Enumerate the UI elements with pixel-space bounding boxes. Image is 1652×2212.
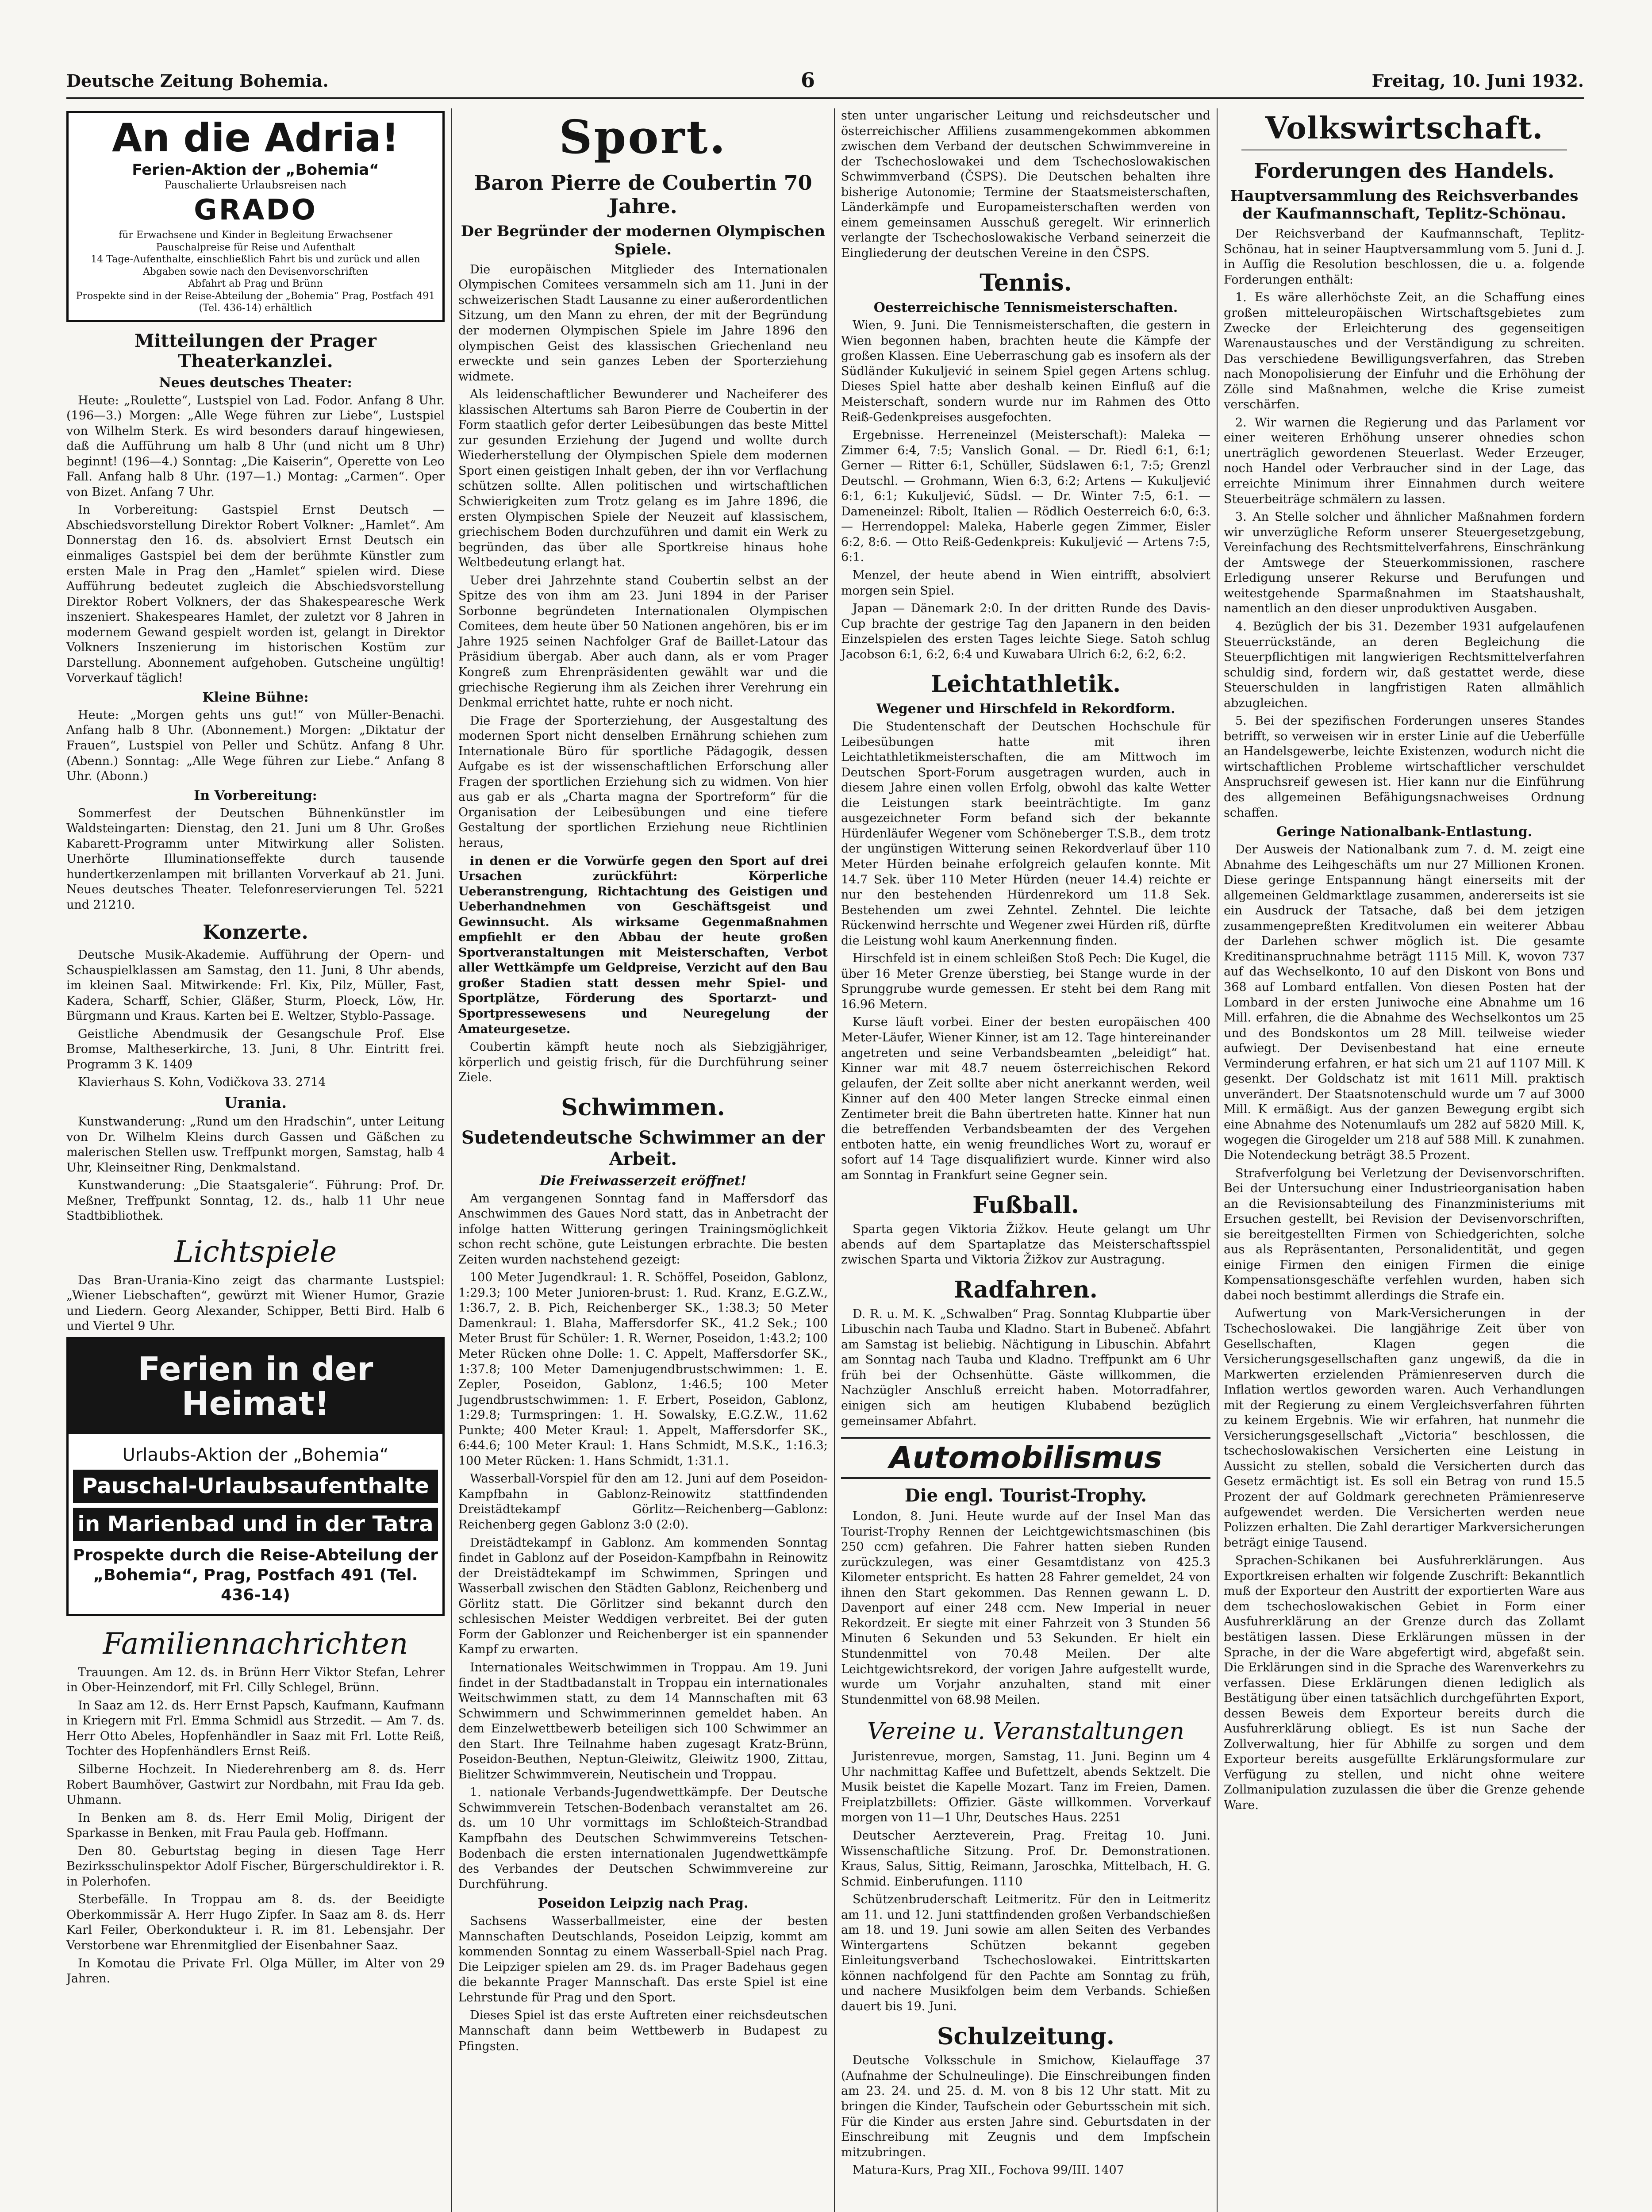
volkswirtschaft-heading: Volkswirtschaft. [1265,111,1544,146]
tennis-text-4: Japan — Dänemark 2:0. In der dritten Runde des Davis-Cup brachte der gestrige Tag den Japanern in den beiden Einzelspielen des ersten Tages leichte Siege. Satoh schlug Jacobson 6:1, 6:2, 6:4 und Kuwabara Ulrich 6:2, 6:2, 6:2. [841,602,1210,661]
schwimmen-heading: Schwimmen. [561,1094,725,1121]
vereine-text-3: Schützenbruderschaft Leitmeritz. Für den in Leitmeritz am 11. und 12. Juni stattfindenden großen Verbandschießen am 18. und 19. Juni sowie am allen Seiten des Verbandes Wintergartens Schützen bekannt gegeben Einleitungsverband Tschechoslowakei. Eintrittskarten können nachfolgend für den Pachte am Sonntag zu früh, und nachere Musikfolgen beim dem Verbands. Schießen dauert bis 19. Juni. [841,1893,1210,2013]
forderungen-text-6: 5. Bei der spezifischen Forderungen unseres Standes betrifft, so verweisen wir in erster Linie auf die Ueberfülle an Handelsgewerbe, leichte Existenzen, wodurch nicht die wirtschaftlichen Probleme wirtschaftlicher verschuldet Anspruchsreif gewesen ist. Hier kann nur die Einführung des allgemeinen Befähigungsnachweises Ordnung schaffen. [1224,714,1585,820]
sudeten-text-1: Am vergangenen Sonntag fand in Maffersdorf das Anschwimmen des Gaues Nord statt, das in Anbetracht der infolge hatten Witterung geringen Trainingsmöglichkeit schon recht schöne, gute Leistungen erbrachte. Die besten Zeiten wurden nachstehend gezeigt: [458,1191,828,1267]
dreistaedte-text: Dreistädtekampf in Gablonz. Am kommenden Sonntag findet in Gablonz auf der Poseidon-Kampfbahn in Reinowitz der Dreistädtekampf im Schwimmen, Springen und Wasserball zwischen den Städten Gablonz, Reichenberg und Görlitz statt. Die Görlitzer sind bekannt durch den schlesischen Meister Weddigen verbreitet. Bei der guten Form der Gablonzer und Reichenberger ist ein spannender Kampf zu erwarten. [458,1536,828,1657]
familie-text-3: Silberne Hochzeit. In Niederehrenberg am 8. ds. Herr Robert Baumhöver, Gastwirt zur Nordbahn, mit Frau Ida geb. Uhmann. [66,1763,445,1807]
forderungen-text-5: 4. Bezüglich der bis 31. Dezember 1931 aufgelaufenen Steuerrückstände, an deren Begleichung die Steuerpflichtigen mit langwierigen Rechtsmittelverfahren schuldig sind, fordern wir, daß gestattet werde, diese Steuerschulden in langfristigen Raten allmählich abzugleichen. [1224,619,1585,710]
ferien-ad-pill2: in Marienbad und in der Tatra [73,1508,438,1541]
theater-text-2: In Vorbereitung: Gastspiel Ernst Deutsch — Abschiedsvorstellung Direktor Robert Volkner: „Hamlet“. Am Donnerstag den 16. ds. absolviert Ernst Deutsch ein einmaliges Gastspiel bei dem der berühmte Künstler zum ersten Male in Prag den „Hamlet“ spielen wird. Diese Aufführung bedeutet zugleich die Abschiedsvorstellung Direktor Robert Volkners, der das Shakespearesche Werk inszeniert. Shakespeares Hamlet, der zuletzt vor 8 Jahren in modernem Gewand gespielt worden ist, gelangt in Direktor Volkners Inszenierung im historischen Kostüm zur Darstellung. Abonnement aufgehoben. Gutscheine ungültig! Vorverkauf täglich! [66,503,445,685]
adria-ad-grado: GRADO [194,194,317,227]
aufwertung-text: Aufwertung von Mark-Versicherungen in der Tschechoslowakei. Die langjährige Zeit über von Gesellschaften, Klagen gegen die Versicherungsgesellschaften ganz ungewiß, da die in Markwerten erzielenden Prämienreserven durch die Inflation wertlos geworden waren. Auch Verhandlungen mit der Regierung zu einem Vergleichsverfahren führten zu keinem Ergebnis. Wie wir erfahren, hat nunmehr die Versicherungsgesellschaft „Victoria“ beschlossen, die tschechoslowakischen Versicherten eine Leistung in Aussicht zu stellen, sobald die Versicherten durch das Gesetz ermächtigt ist. Es soll ein Betrag von rund 15.5 Prozent der auf Goldmark gerechneten Prämienreserve aufgewendet werden. Die Versicherten werden neue Polizzen erhalten. Die Zahl derartiger Markversicherungen beträgt einige Tausend. [1224,1306,1585,1550]
forderungen-heading: Forderungen des Handels. [1254,158,1555,183]
poseidon-subheading: Poseidon Leipzig nach Prag. [538,1896,749,1912]
urania-text-2: Kunstwanderung: „Die Staatsgalerie“. Führung: Prof. Dr. Meßner, Treffpunkt Sonntag, 12. ds., halb 11 Uhr neue Stadtbibliothek. [66,1179,445,1223]
theater-heading: Mitteilungen der Prager Theaterkanzlei. [134,330,377,372]
adria-ad-line2: Pauschalpreise für Reise und Aufenthalt [156,242,355,253]
familie-text-2: In Saaz am 12. ds. Herr Ernst Papsch, Kaufmann, Kaufmann in Kriegern mit Frl. Emma Schmidl aus Strzedit. — Am 7. ds. Herr Otto Abeles, Hopfenhändler in Saaz mit Frl. Lotte Reiß, Tochter des Hopfenhändlers Ernst Reiß. [66,1698,445,1759]
radfahren-heading: Radfahren. [954,1276,1098,1303]
tourist-trophy-subheading: Die engl. Tourist-Trophy. [904,1485,1147,1506]
adria-ad-title: An die Adria! [111,115,400,161]
konzerte-heading: Konzerte. [203,921,308,944]
schulzeitung-heading: Schulzeitung. [937,2023,1115,2050]
sudeten-heading: Sudetendeutsche Schwimmer an der Arbeit. [461,1127,825,1169]
konzerte-text-2: Geistliche Abendmusik der Gesangschule Prof. Else Bromse, Maltheserkirche, 13. Juni, 8 Uhr. Eintritt frei. Programm 3 K. 1409 [66,1027,445,1071]
ferien-ad-line2: Prospekte durch die Reise-Abteilung der „Bohemia“, Prag, Postfach 491 (Tel. 436-14) [73,1546,438,1604]
coubertin-text-5: in denen er die Vorwürfe gegen den Sport auf drei Ursachen zurückführt: Körperliche Ueberanstrengung, Richtachtung des Geistigen und Ueberhandnehmen von Geschäftsgeist und Gewinnsucht. Als wirksame Gegenmaßnahmen empfiehlt er den Abbau der heute großen Sportveranstaltungen mit Meisterschaften, Verbot aller Wettkämpfe um Geldpreise, Verzicht auf den Bau großer Stadien statt dessen mehr Spiel- und Sportplätze, Förderung des Sportarzt- und Sportpressewesens und Neuregelung der Amateurgesetze. [458,854,828,1036]
sport-heading: Sport. [559,110,727,164]
theater-text-1: Heute: „Roulette“, Lustspiel von Lad. Fodor. Anfang 8 Uhr. (196—3.) Morgen: „Alle Wege führen zur Liebe“, Lustspiel von Wilhelm Sterk. Es wird besonders darauf hingewiesen, daß die Aufführung um halb 8 Uhr (und nicht um 8 Uhr) beginnt! (196—4.) Sonntag: „Die Kaiserin“, Operette von Leo Fall. Anfang halb 8 Uhr. (197—1.) Montag: „Carmen“. Oper von Bizet. Anfang 7 Uhr. [66,393,445,499]
tennis-subheading: Oesterreichische Tennismeisterschaften. [873,300,1178,316]
coubertin-text-2: Als leidenschaftlicher Bewunderer und Nacheiferer des klassischen Altertums sah Baron Pierre de Coubertin in der Form staatlich gefor derter Leibesübungen das beste Mittel zur gesunden Erziehung der Jugend und wollte durch Wiederherstellung der Olympischen Spiele dem modernen Sport einen geistigen Inhalt geben, der ihn vor Verflachung schützen sollte. Allen politischen und wirtschaftlichen Schwierigkeiten zum Trotz gelang es im Jahre 1896, die ersten Olympischen Spiele der Neuzeit auf klassischem, griechischem Boden durchzuführen und damit ein Werk zu begründen, das über alle Sportkreise hinaus hohe Weltbedeutung erlangt hat. [458,388,828,570]
column-4 [1217,108,1591,2212]
coubertin-text-3: Ueber drei Jahrzehnte stand Coubertin selbst an der Spitze des von ihm am 23. Juni 1894 in der Pariser Sorbonne begründeten Internationalen Olympischen Comitees, dem heute über 50 Nationen angehören, bis er im Jahre 1925 seinen Nachfolger Graf de Baillet-Latour das Präsidium übergab. Aber auch dann, als er vom Prager Kongreß zum Ehrenpräsidenten gewählt war und die griechische Regierung ihm als Zeichen ihrer Verehrung ein Denkmal errichtet hatte, ruhte er noch nicht. [458,573,828,710]
coubertin-text-4: Die Frage der Sporterziehung, der Ausgestaltung des modernen Sport nicht denselben Ernährung schiehen zum Internationale Büro für sportliche Pädagogik, dessen Aufgabe es ist der wissenschaftlichen Erforschung aller Fragen der sportlichen Erziehung sich zu widmen. Von hier aus gab er als „Charta magna der Sportreform“ für die Organisation der Leibesübungen und eine tiefere Gestaltung der sportlichen Erziehung neue Richtlinien heraus, [458,714,828,850]
running-header [66,66,1584,99]
radfahren-text: D. R. u. M. K. „Schwalben“ Prag. Sonntag Klubpartie über Libuschin nach Tauba und Kladno. Start in Bubeneč. Abfahrt am Samstag ist beliebig. Nächtigung in Libuschin. Abfahrt am Sonntag nach Tauba und Kladno. Treffpunkt am 6 Uhr früh bei der Ochsenhütte. Gäste willkommen, die Nachzügler Anschluß erreicht haben. Motorradfahrer, einigen sich am heutigen Klubabend bezüglich gemeinsamer Abfahrt. [841,1307,1210,1428]
column-2 [451,108,834,2212]
familie-text-7: In Komotau die Private Frl. Olga Müller, im Alter von 29 Jahren. [66,1956,445,1986]
kleine-buehne-text: Heute: „Morgen gehts uns gut!“ von Müller-Benachi. Anfang halb 8 Uhr. (Abonnement.) Morgen: „Diktatur der Frauen“, Lustspiel von Peller und Schütz. Anfang 8 Uhr. (Abenn.) Sonntag: „Alle Wege führen zur Liebe.“ Anfang 8 Uhr. (Abonn.) [66,708,445,783]
fussball-heading: Fußball. [972,1191,1079,1219]
coubertin-text-1: Die europäischen Mitglieder des Internationalen Olympischen Comitees versammeln sich am 11. Juni in der schweizerischen Stadt Lausanne zu einer außerordentlichen Sitzung, um den Mann zu ehren, der mit der Begründung der modernen Olympischen Spiele im Jahre 1896 den olympischen Geist des klassischen Griechenland neu erweckte und sein ganzes Leben der Sporterziehung widmete. [458,262,828,384]
sudeten-subheading: Die Freiwasserzeit eröffnet! [539,1173,747,1189]
jugendwettkaempfe-text: 1. nationale Verbands-Jugendwettkämpfe. Der Deutsche Schwimmverein Tetschen-Bodenbach veranstaltet am 26. ds. um 10 Uhr vormittags im Schloßteich-Strandbad Kampfbahn des Deutschen Schwimmvereins Tetschen-Bodenbach die ersten internationalen Jugendwettkämpfe des Verbandes der Deutschen Schwimmvereine zur Durchführung. [458,1786,828,1891]
familie-text-1: Trauungen. Am 12. ds. in Brünn Herr Viktor Stefan, Lehrer in Ober-Heinzendorf, mit Frl. Cilly Schlegel, Brünn. [66,1665,445,1695]
leichtathletik-heading: Leichtathletik. [930,671,1121,698]
column-3 [834,108,1217,2212]
nationalbank-subheading: Geringe Nationalbank-Entlastung. [1276,824,1533,840]
konzerte-text-1: Deutsche Musik-Akademie. Aufführung der Opern- und Schauspielklassen am Samstag, den 11. Juni, 8 Uhr abends, im kleinen Saal. Mitwirkende: Frl. Kix, Pilz, Müller, Fast, Kadera, Scharff, Schier, Gläßer, Sturm, Ploeck, Löw, Hr. Bürgmann und Kraus. Karten bei E. Weltzer, Styblo-Passage. [66,948,445,1023]
tennis-heading: Tennis. [980,269,1072,297]
poseidon-text-2: Dieses Spiel ist das erste Auftreten einer reichsdeutschen Mannschaft dann beim Wettbewerb in Budapest zu Pfingsten. [458,2008,828,2053]
tennis-text-3: Menzel, der heute abend in Wien eintrifft, absolviert morgen sein Spiel. [841,568,1210,598]
coubertin-text-6: Coubertin kämpft heute noch als Siebzigjähriger, körperlich und geistig frisch, für die Durchführung seiner Ziele. [458,1040,828,1085]
forderungen-text-1: Der Reichsverband der Kaufmannschaft, Teplitz-Schönau, hat in seiner Hauptversammlung vom 5. Juni d. J. in Auſſig die Resolution beschlossen, die u. a. folgende Forderungen enthält: [1224,227,1585,287]
familie-text-4: In Benken am 8. ds. Herr Emil Molig, Dirigent der Sparkasse in Benken, mit Frau Paula geb. Hoffmann. [66,1811,445,1840]
adria-ad-line4: Abfahrt ab Prag und Brünn [188,278,323,289]
vereine-heading: Vereine u. Veranstaltungen [867,1718,1184,1745]
lichtspiele-text: Das Bran-Urania-Kino zeigt das charmante Lustspiel: „Wiener Liebschaften“, gewürzt mit Wiener Humor, Grazie und Liedern. Georg Alexander, Schipper, Betti Bird. Halb 6 und Viertel 9 Uhr. [66,1273,445,1333]
adria-ad-line1: für Erwachsene und Kinder in Begleitung Erwachsener [119,230,392,241]
adria-ad-line5: Prospekte sind in der Reise-Abteilung der „Bohemia“ Prag, Postfach 491 (Tel. 436-14) erhältlich [76,290,435,314]
adria-ad-sub2: Pauschalierte Urlaubsreisen nach [164,179,347,191]
automobil-text: London, 8. Juni. Heute wurde auf der Insel Man das Tourist-Trophy Rennen der Leichtgewichtsmaschinen (bis 250 ccm) gefahren. Die Fahrer hatten sieben Runden zurückzulegen, was einer Gesamtdistanz von 425.3 Kilometer entspricht. Es hatten 28 Fahrer gemeldet, 24 von ihnen den Start gekommen. Das Rennen gewann L. D. Davenport auf einer 248 ccm. New Imperial in neuer Rekordzeit. Er siegte mit einer Fahrzeit von 3 Stunden 56 Minuten 6 Sekunden und 53 Sekunden. Er hielt ein Stundenmittel von 70.48 Meilen. Der alte Leichtgewichtsrekord, der vorigen Jahre aufgestellt wurde, wurde um Vorjahr anzuhalten, stand mit einer Stundenmittel von 68.98 Meilen. [841,1509,1210,1707]
schulzeitung-text-1: Deutsche Volksschule in Smichow, Kielauffage 37 (Aufnahme der Schulneulinge). Die Einschreibungen finden am 23. 24. und 25. d. M. von 8 bis 12 Uhr statt. Mit zu bringen die Kinder, Taufschein oder Geburtsschein mit sich. Für die Kinder aus ersten Jahre sind. Geburtsdaten in der Einschreibung mit Zeugnis und dem Impfschein mitzubringen. [841,2054,1210,2159]
sudeten-text-3: Wasserball-Vorspiel für den am 12. Juni auf dem Poseidon-Kampfbahn in Gablonz-Reinowitz stattfindenden Dreistädtekampf Görlitz—Reichenberg—Gablonz: Reichenberg gegen Gablonz 3:0 (2:0). [458,1472,828,1532]
sudeten-text-2: 100 Meter Jugendkraul: 1. R. Schöffel, Poseidon, Gablonz, 1:29.3; 100 Meter Junioren-brust: 1. Rud. Kranz, E.G.Z.W., 1:36.7, 2. B. Pich, Reichenberger SK., 1:38.3; 50 Meter Damenkraul: 1. Blaha, Maffersdorfer SK., 41.2 Sek.; 100 Meter Brust für Schüler: 1. R. Werner, Poseidon, 1:43.2; 100 Meter Rücken ohne Dolle: 1. C. Appelt, Maffersdorfer SK., 1:37.8; 100 Meter Damenjugendbrustschwimmen: 1. E. Zepler, Poseidon, Gablonz, 1:46.5; 100 Meter Jugendbrustschwimmen: 1. F. Erbert, Poseidon, Gablonz, 1:29.8; Turmspringen: 1. H. Sowalsky, E.G.Z.W., 11.62 Punkte; 400 Meter Kraul: 1. Appelt, Maffersdorfer SK., 6:44.6; 100 Meter Kraul: 1. Hans Schmidt, M.S.K., 1:16.3; 100 Meter Rücken: 1. Hans Schmidt, 1:31.1. [458,1271,828,1468]
ferien-advertisement[interactable] [66,1337,445,1616]
adria-ad-line3: 14 Tage-Aufenthalte, einschließlich Fahrt bis und zurück und allen Abgaben sowie nach den Devisenvorschriften [91,254,420,277]
devisen-text: Strafverfolgung bei Verletzung der Devisenvorschriften. Bei der Untersuchung einer Industrieorganisation haben an die Revisionsabteilung des Finanzministeriums mit Ersuchen gestellt, bei Revision der Devisenvorschriften, sie bereitgestellten Firmen von Schiedgerichten, solche aus als Repräsentanten, Personalidentität, und gegen einige Firmen den einigen Firmen die einige Kompensationsgeschäfte verfehlen wurden, haben sich dabei noch bestimmt allerdings die Strafe ein. [1224,1166,1585,1302]
adria-advertisement[interactable] [66,111,445,322]
lichtspiele-heading: Lichtspiele [174,1234,337,1269]
fussball-text: Sparta gegen Viktoria Žižkov. Heute gelangt um Uhr abends auf dem Spartaplatze das Meisterschaftsspiel zwischen Sparta und Viktoria Žižkov zur Austragung. [841,1222,1210,1267]
forderungen-subheading: Hauptversammlung des Reichsverbandes der Kaufmannschaft, Teplitz-Schönau. [1230,187,1579,223]
familie-text-5: Den 80. Geburtstag beging in diesen Tage Herr Bezirksschulinspektor Adolf Fischer, Bürgerschuldirektor i. R. in Polerhofen. [66,1844,445,1889]
poseidon-text-1: Sachsens Wasserballmeister, eine der besten Mannschaften Deutschlands, Poseidon Leipzig, kommt am kommenden Sonntag zu einem Wasserball-Spiel nach Prag. Die Leipziger spielen am 29. ds. im Prager Badehaus gegen die bekannte Prager Mannschaft. Das erste Spiel ist eine Lehrstunde für Prag und den Sport. [458,1914,828,2005]
column3-top-text: sten unter ungarischer Leitung und reichsdeutscher und österreichischer Affiliens zusammengekommen abkommen zwischen dem Verband der deutschen Schwimmvereine in der Tschechoslowakei und dem Tschechoslowakischen Schwimmverband (ČSPS). Die Deutschen behalten ihre bisherige Autonomie; Termine der Staatsmeisterschaften, Länderkämpfe und Europameisterschaften werden von einem gemeinsamen Ausschuß geregelt. Wir erinnerlich verlangte der Tschechoslowakische Verband seinerzeit die Eingliederung der deutschen Vereine in den ČSPS. [841,109,1210,260]
familiennachrichten-heading: Familiennachrichten [103,1626,408,1661]
nationalbank-text: Der Ausweis der Nationalbank zum 7. d. M. zeigt eine Abnahme des Leihgeschäfts um nur 27 Millionen Kronen. Diese geringe Entspannung hängt einerseits mit der allgemeinen Geldmarktlage zusammen, andererseits ist sie ein Ausdruck der Tatsache, daß bei dem jetzigen zusammengepreßten Kreditvolumen ein weiterer Abbau der Darlehen schwer möglich ist. Die gesamte Kreditinanspruchnahme beträgt 1115 Mill. K, wovon 737 auf das Wechselkonto, 10 auf den Diskont von Bons und 368 auf Lombard entfallen. Von diesen Posten hat der Lombard in der ersten Juniwoche eine Abnahme um 16 Mill. erfahren, die die Abnahme des Wechselkontos um 25 und des Bondskontos um 28 Mill. teilweise wieder aufwiegt. Der Devisenbestand hat eine erneute Verminderung erfahren, er hat sich um 21 auf 1107 Mill. K gesenkt. Der Goldschatz ist mit 1611 Mill. praktisch unverändert. Der Staatsnotenschuld wurde um 7 auf 3000 Mill. K ermäßigt. Aus der ganzen Bewegung ergibt sich eine Abnahme des Notenumlaufs um 282 auf 5820 Mill. K, wogegen die Girogelder um 218 auf 588 Mill. K zunahmen. Die Notendeckung beträgt 38.5 Prozent. [1224,843,1585,1162]
familie-text-6: Sterbefälle. In Troppau am 8. ds. der Beeidigte Oberkommissär A. Herr Hugo Zipfer. In Saaz am 8. ds. Herr Karl Feiler, Oberkondukteur i. R. im 81. Lebensjahr. Der Verstorbene war Ehrenmitglied der Eisenbahner Saaz. [66,1893,445,1953]
vereine-text-1: Juristenrevue, morgen, Samstag, 11. Juni. Beginn um 4 Uhr nachmittag Kaffee und Bufettzelt, abends Sektzelt. Die Musik beistet die Kapelle Mozart. Tanz im Freien, Damen. Freiplatzbillets: Offizier. Gäste willkommen. Vorverkauf morgen von 11—1 Uhr, Deutsches Haus. 2251 [841,1750,1210,1825]
coubertin-heading: Baron Pierre de Coubertin 70 Jahre. [474,171,812,219]
adria-ad-sub1: Ferien-Aktion der „Bohemia“ [132,161,379,179]
weitschwimmen-text: Internationales Weitschwimmen in Troppau. Am 19. Juni findet in der Stadtbadanstalt in Troppau ein internationales Weitschwimmen statt, zu dem 14 Mannschaften mit 63 Schwimmern und Schwimmerinnen gemeldet haben. An dem Einzelwettbewerb beteiligen sich 100 Schwimmer an den Start. Ihre Teilnahme haben zugesagt Kratz-Brünn, Poseidon-Beuthen, Neptun-Gleiwitz, Gleiwitz 1900, Zittau, Bielitzer Schwimmverein, Neutischein und Troppau. [458,1660,828,1782]
forderungen-text-2: 1. Es wäre allerhöchste Zeit, an die Schaffung eines großen mitteleuropäischen Wirtschaftsgebietes zum Zwecke der Erleichterung des gegenseitigen Warenaustausches und der Verständigung zu schreiten. Das verschiedene Bewilligungsverfahren, das Streben nach Monopolisierung der Einfuhr und die Erhöhung der Zölle sind Maßnahmen, welche die Krise zumeist verschärfen. [1224,291,1585,412]
ferien-ad-line1: Urlaubs-Aktion der „Bohemia“ [122,1445,389,1466]
forderungen-text-4: 3. An Stelle solcher und ähnlicher Maßnahmen fordern wir unverzügliche Reform unserer Steuergesetzgebung, Vereinfachung des Rechtsmittelverfahrens, Einschränkung der Amtswege der Steuerkommissionen, raschere Erledigung unserer Rekurse und Berufungen und weitestgehende Sparmaßnahmen im Staatshaushalt, namentlich an den dieser unproduktiven Ausgaben. [1224,510,1585,616]
header-page-number: 6 [801,68,815,92]
leichtathletik-text-1: Die Studentenschaft der Deutschen Hochschule für Leibesübungen hatte mit ihren Leichtathletikmeisterschaften, die am Mittwoch im Deutschen Sport-Forum ausgetragen wurden, auch in diesem Jahre einen vollen Erfolg, obwohl das kalte Wetter die Leistungen stark beeinträchtigte. Im ganz ausgezeichneter Form befand sich der bekannte Hürdenläufer Wegener vom Schöneberger T.S.B., dem trotz der ungünstigen Witterung seinen Rekordverlauf über 110 Meter Hürden beinahe erfolgreich gelaufen konnte. Mit 14.7 Sek. über 110 Meter Hürden (neuer 14.4) reichte er nur den bestehenden Hürdenrekord um 11.8 Sek. Bestehenden um zwei Zehntel. Zehntel. Die leichte Rückenwind herrschte und Wegener zwei Hürden riß, dürfte die Leistung wohl kaum Anerkennung finden. [841,720,1210,948]
header-date: Freitag, 10. Juni 1932. [1372,71,1584,91]
theater-subheading: Neues deutsches Theater: [159,375,352,391]
kinner-text: Kurse läuft vorbei. Einer der besten europäischen 400 Meter-Läufer, Wiener Kinner, ist am 12. Tage hintereinander angetreten und seine Verbandsbeamten „beleidigt“ hat. Kinner war mit 48.7 neuem österreichischen Rekord gelaufen, der Zeit sollte aber nicht anerkannt werden, weil Kinner auf den 400 Meter langen Strecke einmal einen Zentimeter breit die Bahn übertreten hatte. Kinner hat nun die betreffenden Verbandsbeamten der des Vergehen entboten hatte, ein wenig freundliches Wort zu, worauf er sofort auf 14 Tage disqualifiziert wurde. Kinner wird also am Sonntag in Frankfurt seine Gegner sein. [841,1015,1210,1182]
tennis-text-2: Ergebnisse. Herreneinzel (Meisterschaft): Maleka — Zimmer 6:4, 7:5; Vanslich Gonal. — Dr. Riedl 6:1, 6:1; Gerner — Ritter 6:1, Schüller, Südslawen 6:1, 7:5; Grenzl Deutschl. — Grohmann, Wien 6:3, 6:2; Artens — Kukuljević 6:1, 6:1; Kukuljević, Südsl. — Dr. Winter 7:5, 6:1. — Dameneinzel: Ribolt, Italien — Rödlich Oesterreich 6:0, 6:3. — Herrendoppel: Maleka, Haberle gegen Zimmer, Eisler 6:2, 8:6. — Otto Reiß-Gedenkpreis: Kukuljević — Artens 7:5, 6:1. [841,428,1210,565]
urania-heading: Urania. [224,1094,287,1112]
ferien-ad-title: Ferien in der Heimat! [69,1339,442,1434]
header-paper-name: Deutsche Zeitung Bohemia. [66,71,329,91]
coubertin-subheading: Der Begründer der modernen Olympischen Spiele. [461,223,826,258]
schulzeitung-text-2: Matura-Kurs, Prag XII., Fochova 99/III. 1407 [853,2163,1124,2177]
sprachen-text: Sprachen-Schikanen bei Ausfuhrerklärungen. Aus Exportkreisen erhalten wir folgende Zuschrift: Bekanntlich muß der Exporteur den Austritt der exportierten Ware aus dem tschechoslowakischen Gebiet in Form einer Ausfuhrerklärung an der Grenze durch das Zollamt bestätigen lassen. Diese Erklärungen müssen in der Sprache, in der die Ware abgefertigt wird, abgefaßt sein. Die Erklärungen sind in die Sprache des Warenverkehrs zu verfassen. Diese Erklärungen dienen lediglich als Bestätigung über einen tatsächlich durchgeführten Export, dessen Beweis dem Exporteur bereits durch die Ausfuhrerklärung obliegt. Es ist nun Sache der Zollverwaltung, hier für Abhilfe zu sorgen und dem Exporteur bereits ausgefüllte Erklärungsformulare zur Verfügung zu stellen, und nicht ohne weitere Zollmanipulation zuzulassen die über die Grenze gehende Ware. [1224,1554,1585,1812]
leichtathletik-subheading: Wegener und Hirschfeld in Rekordform. [876,701,1176,717]
newspaper-page [66,66,1584,2212]
vorbereitung-heading: In Vorbereitung: [194,787,317,803]
ferien-ad-pill1: Pauschal-Urlaubsaufenthalte [73,1470,438,1503]
column-1 [66,108,445,2212]
forderungen-text-3: 2. Wir warnen die Regierung und das Parlament vor einer weiteren Erhöhung unserer ohnedies schon unerträglich gewordenen Steuerlast. Weder Erzeuger, noch Handel oder Verbraucher sind in der Lage, das erreichte Minimum ihrer Einnahmen durch weitere Steuerbeiträge schmälern zu lassen. [1224,415,1585,506]
vorbereitung-text: Sommerfest der Deutschen Bühnenkünstler im Waldsteingarten: Dienstag, den 21. Juni um 8 Uhr. Großes Kabarett-Programm unter Mitwirkung aller Solisten. Unerhörte Illuminationseffekte durch tausende hundertkerzenlampen mit brillanten Vorverkauf ab 21. Juni. Neues deutsches Theater. Telefonreservierungen Tel. 5221 und 21210. [66,806,445,912]
leichtathletik-text-2: Hirschfeld ist in einem schleißen Stoß Pech: Die Kugel, die über 16 Meter Grenze überstieg, bei Stange wurde in der Sprunggrube wurde gemessen. Er steht bei dem Rang mit 16.96 Metern. [841,952,1210,1011]
kleine-buehne-heading: Kleine Bühne: [202,689,309,705]
vereine-text-2: Deutscher Aerzteverein, Prag. Freitag 10. Juni. Wissenschaftliche Sitzung. Prof. Dr. Demonstrationen. Kraus, Salus, Sittig, Reimann, Jaroschka, Mittelbach, H. G. Schmid. Einberufungen. 1110 [841,1828,1210,1889]
tennis-text-1: Wien, 9. Juni. Die Tennismeisterschaften, die gestern in Wien begonnen haben, brachten heute die Kämpfe der großen Klassen. Eine Ueberraschung gab es insofern als der Südländer Kukuljević in seinem Spiel gegen Artens schlug. Dieses Spiel hatte aber deshalb keinen Einfluß auf die Meisterschaft, sondern wurde nur im Rahmen des Otto Reiß-Gedenkpreises ausgefochten. [841,319,1210,424]
automobilismus-heading: Automobilismus [841,1437,1210,1479]
urania-text-1: Kunstwanderung: „Rund um den Hradschin“, unter Leitung von Dr. Wilhelm Kleins durch Gassen und Gäßchen zu malerischen Stellen usw. Treffpunkt morgen, Samstag, halb 4 Uhr, Kleinseitner Ring, Denkmalstand. [66,1114,445,1175]
konzerte-text-3: Klavierhaus S. Kohn, Vodičkova 33. 2714 [78,1075,326,1090]
